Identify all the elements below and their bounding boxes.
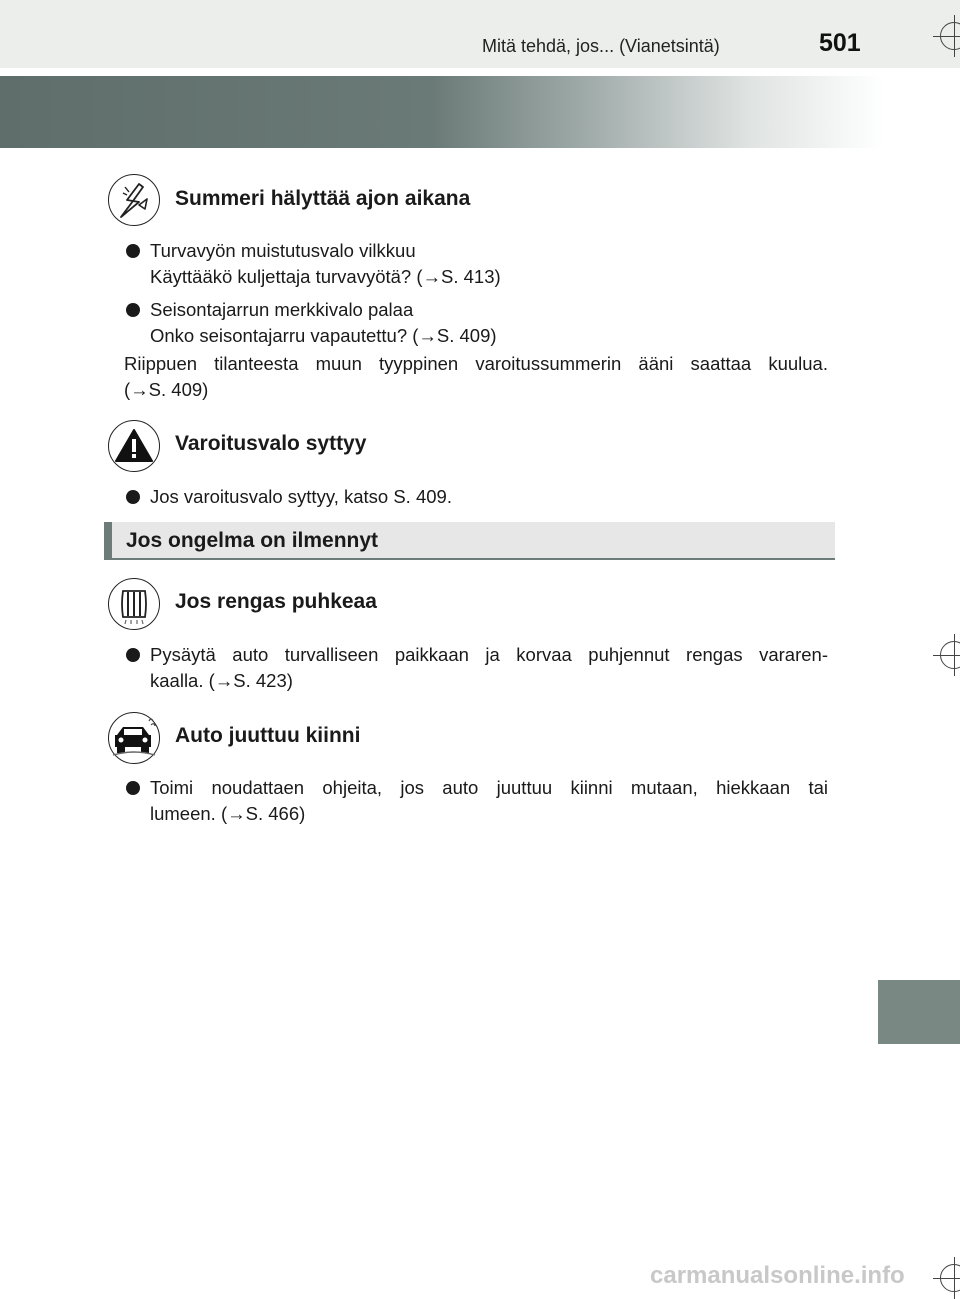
registration-mark-icon bbox=[940, 1264, 960, 1292]
list-item-line: Pysäytä auto turvalliseen paikkaan ja korvaa puhjennut rengas vararen- bbox=[150, 644, 828, 665]
warning-triangle-icon bbox=[108, 420, 160, 472]
chapter-side-tab bbox=[878, 980, 960, 1044]
flat-tire-icon bbox=[108, 578, 160, 630]
list-bullet bbox=[126, 781, 140, 795]
page-number: 501 bbox=[819, 29, 861, 57]
list-item-line: lumeen. (→S. 466) bbox=[150, 803, 306, 824]
note-text: Riippuen tilanteesta muun tyyppinen varoitussummerin ääni saattaa kuulua. bbox=[124, 353, 828, 374]
list-bullet bbox=[126, 244, 140, 258]
stuck-car-icon bbox=[108, 712, 160, 764]
section-title-flat-tire: Jos rengas puhkeaa bbox=[175, 590, 377, 613]
list-item-line: Jos varoitusvalo syttyy, katso S. 409. bbox=[150, 486, 452, 507]
section-heading bbox=[104, 522, 835, 560]
note-text: (→S. 409) bbox=[124, 379, 209, 400]
list-bullet bbox=[126, 648, 140, 662]
registration-mark-icon bbox=[940, 22, 960, 50]
list-bullet bbox=[126, 490, 140, 504]
page-header-title: Mitä tehdä, jos... (Vianetsintä) bbox=[482, 36, 720, 56]
section-title-warning-light: Varoitusvalo syttyy bbox=[175, 432, 367, 455]
list-item-line: Seisontajarrun merkkivalo palaa bbox=[150, 299, 414, 320]
list-item-line: Käyttääkö kuljettaja turvavyötä? (→S. 413) bbox=[150, 266, 501, 287]
section-title-buzzer: Summeri hälyttää ajon aikana bbox=[175, 187, 471, 210]
list-item-line: Toimi noudattaen ohjeita, jos auto juuttuu kiinni mutaan, hiekkaan tai bbox=[150, 777, 828, 798]
header-strip bbox=[0, 0, 960, 68]
list-item-line: kaalla. (→S. 423) bbox=[150, 670, 293, 691]
watermark: carmanualsonline.info bbox=[650, 1262, 905, 1289]
lightning-bolt-icon bbox=[108, 174, 160, 226]
list-item-line: Onko seisontajarru vapautettu? (→S. 409) bbox=[150, 325, 497, 346]
header-banner bbox=[0, 76, 960, 148]
list-bullet bbox=[126, 303, 140, 317]
list-item-line: Turvavyön muistutusvalo vilkkuu bbox=[150, 240, 416, 261]
section-title-stuck: Auto juuttuu kiinni bbox=[175, 724, 361, 747]
registration-mark-icon bbox=[940, 641, 960, 669]
section-heading-text: Jos ongelma on ilmennyt bbox=[126, 529, 379, 552]
